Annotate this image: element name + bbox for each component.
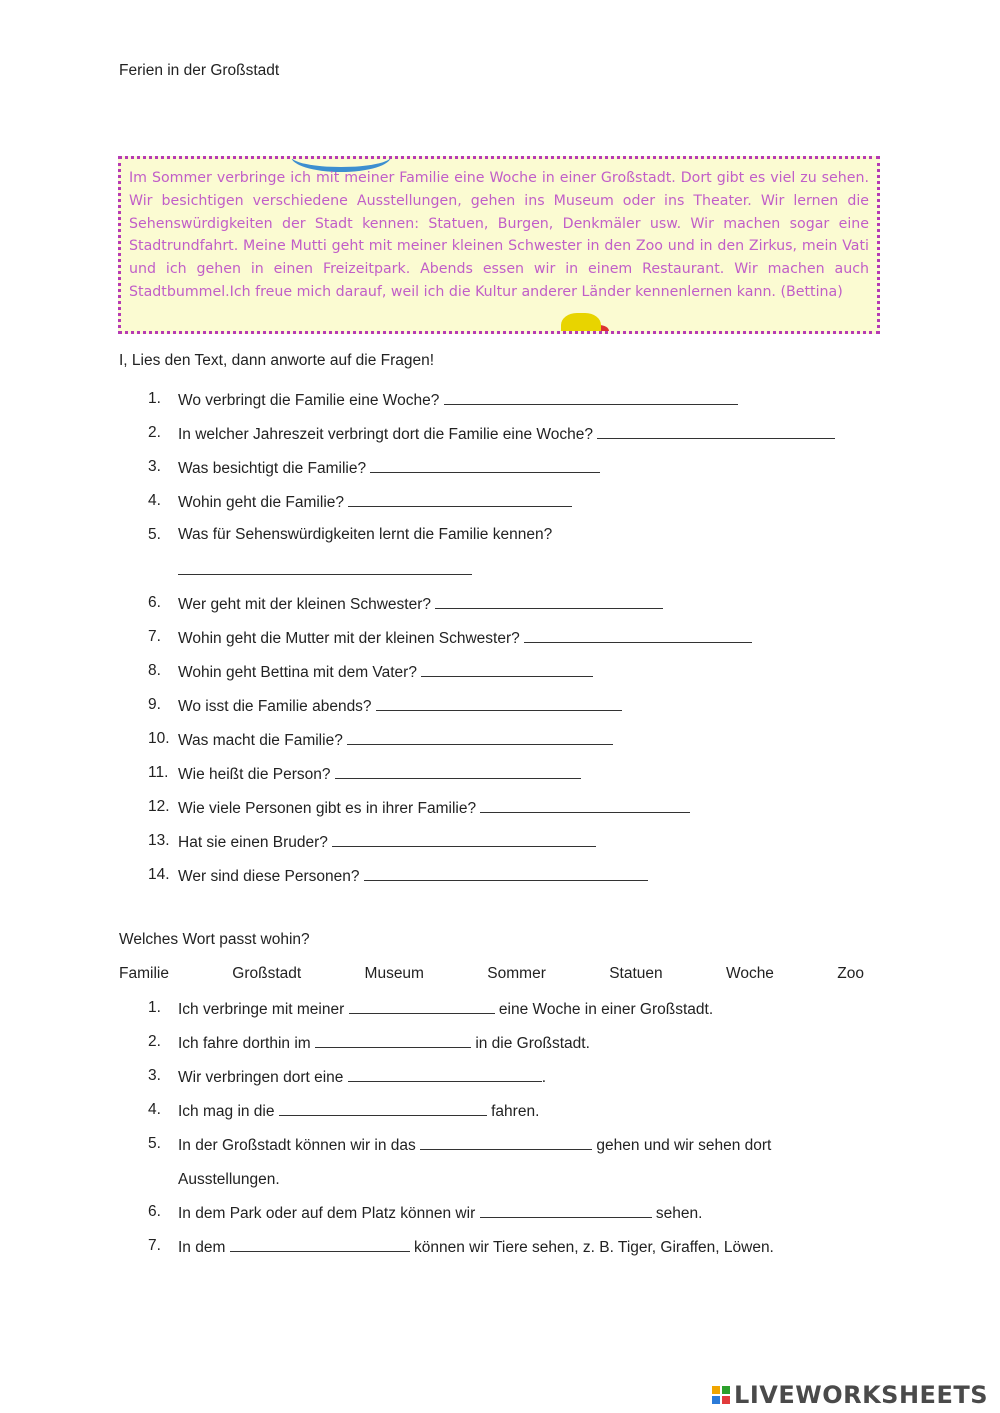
answer-blank[interactable] <box>480 798 690 813</box>
question-item <box>148 696 835 730</box>
reading-passage: Im Sommer verbringe ich mit meiner Familie eine Woche in einer Großstadt. Dort gibt es viel zu sehen. Wir besichtigen verschiedene Ausstellungen, gehen ins Museum oder ins Theater. Wir lernen die Sehenswürdigkeiten der Stadt kennen: Statuen, Burgen, Denkmäler usw. Wir machen sogar eine Stadtrundfahrt. Meine Mutti geht mit meiner kleinen Schwester in den Zoo und in den Zirkus, mein Vati und ich gehen in einen Freizeitpark. Abends essen wir in einem Restaurant. Wir machen auch Stadtbummel.Ich freue mich darauf, weil ich die Kultur anderer Länder kennenlernen kann. (Bettina) <box>129 170 869 300</box>
question-item <box>148 764 835 798</box>
logo-square <box>722 1396 730 1404</box>
answer-blank[interactable] <box>421 662 593 677</box>
sentence-number: 2. <box>148 1033 161 1050</box>
liveworksheets-logo[interactable] <box>712 1381 988 1409</box>
sentence-continuation: Ausstellungen. <box>178 1171 280 1188</box>
answer-blank[interactable] <box>524 628 752 643</box>
question-number: 6. <box>148 594 161 611</box>
sentence-end: eine Woche in einer Großstadt. <box>498 1001 714 1018</box>
word-bank-item: Sommer <box>487 965 546 982</box>
fill-in-item <box>148 1237 774 1271</box>
word-bank-item: Statuen <box>609 965 663 982</box>
logo-mark-icon <box>712 1386 730 1404</box>
question-number: 8. <box>148 662 161 679</box>
question-number: 11. <box>148 764 169 781</box>
answer-blank[interactable] <box>178 560 472 575</box>
question-item <box>148 492 835 526</box>
question-item <box>148 662 835 696</box>
sentence-start: Ich verbringe mit meiner <box>178 1001 345 1018</box>
question-number: 1. <box>148 390 161 407</box>
fill-in-item <box>148 1203 774 1237</box>
fill-in-item <box>148 999 774 1033</box>
sentence-number: 3. <box>148 1067 161 1084</box>
sentence-start: Wir verbringen dort eine <box>178 1069 344 1086</box>
logo-text: LIVEWORKSHEETS <box>734 1381 988 1409</box>
question-text: Wer geht mit der kleinen Schwester? <box>178 596 431 613</box>
sentence-end: gehen und wir sehen dort <box>596 1137 772 1154</box>
question-number: 14. <box>148 866 170 883</box>
word-bank-item: Museum <box>364 965 424 982</box>
logo-square <box>712 1396 720 1404</box>
word-bank-item: Zoo <box>837 965 864 982</box>
question-text: Was macht die Familie? <box>178 732 343 749</box>
sentence-start: In der Großstadt können wir in das <box>178 1137 416 1154</box>
sentence-start: In dem <box>178 1239 226 1256</box>
fill-in-blank[interactable] <box>420 1135 592 1150</box>
sentence-number: 7. <box>148 1237 161 1254</box>
section1-heading: I, Lies den Text, dann anworte auf die Fragen! <box>119 352 435 369</box>
word-bank-item: Woche <box>725 965 774 982</box>
sentence-number: 1. <box>148 999 161 1016</box>
word-bank <box>119 965 864 983</box>
sentence-end: fahren. <box>491 1103 540 1120</box>
question-number: 10. <box>148 730 170 747</box>
fill-in-item <box>148 1101 774 1135</box>
answer-blank[interactable] <box>364 866 648 881</box>
question-number: 4. <box>148 492 161 509</box>
question-text: In welcher Jahreszeit verbringt dort die Familie eine Woche? <box>178 426 593 443</box>
question-text: Was für Sehenswürdigkeiten lernt die Familie kennen? <box>178 526 553 543</box>
question-text: Wer sind diese Personen? <box>178 868 360 885</box>
question-text: Wohin geht die Familie? <box>178 494 344 511</box>
answer-blank[interactable] <box>335 764 581 779</box>
answer-blank[interactable] <box>332 832 596 847</box>
word-bank-item: Großstadt <box>232 965 302 982</box>
answer-blank[interactable] <box>348 492 572 507</box>
question-item <box>148 832 835 866</box>
question-item <box>148 390 835 424</box>
logo-square <box>712 1386 720 1394</box>
sentence-end: sehen. <box>655 1205 703 1222</box>
fill-in-blank[interactable] <box>348 1067 542 1082</box>
word-bank-item: Familie <box>119 965 169 982</box>
sentence-number: 5. <box>148 1135 161 1152</box>
sentence-number: 4. <box>148 1101 161 1118</box>
fill-in-item <box>148 1033 774 1067</box>
question-number: 2. <box>148 424 161 441</box>
sentence-end: können wir Tiere sehen, z. B. Tiger, Giraffen, Löwen. <box>414 1239 774 1256</box>
fill-in-item <box>148 1067 774 1101</box>
fill-in-blank[interactable] <box>279 1101 487 1116</box>
reading-text-box <box>118 156 880 334</box>
question-item <box>148 866 835 900</box>
sentence-start: In dem Park oder auf dem Platz können wir <box>178 1205 476 1222</box>
answer-blank[interactable] <box>435 594 663 609</box>
question-text: Wohin geht die Mutter mit der kleinen Schwester? <box>178 630 520 647</box>
fill-in-list <box>148 999 774 1271</box>
question-list <box>148 390 835 900</box>
answer-blank[interactable] <box>347 730 613 745</box>
sentence-start: Ich fahre dorthin im <box>178 1035 311 1052</box>
answer-blank[interactable] <box>376 696 622 711</box>
question-number: 12. <box>148 798 170 815</box>
question-number: 3. <box>148 458 161 475</box>
answer-blank[interactable] <box>597 424 835 439</box>
sentence-start: Ich mag in die <box>178 1103 275 1120</box>
fill-in-blank[interactable] <box>230 1237 410 1252</box>
question-item <box>148 424 835 458</box>
question-text: Wo verbringt die Familie eine Woche? <box>178 392 440 409</box>
question-item <box>148 798 835 832</box>
answer-blank[interactable] <box>444 390 738 405</box>
question-number: 5. <box>148 526 161 543</box>
question-number: 7. <box>148 628 161 645</box>
question-item <box>148 458 835 492</box>
sentence-number: 6. <box>148 1203 161 1220</box>
fill-in-item <box>148 1135 774 1203</box>
answer-blank[interactable] <box>370 458 600 473</box>
question-item <box>148 730 835 764</box>
fill-in-blank[interactable] <box>480 1203 652 1218</box>
question-item <box>148 628 835 662</box>
page-title: Ferien in der Großstadt <box>119 62 280 79</box>
question-item <box>148 526 835 594</box>
question-text: Was besichtigt die Familie? <box>178 460 367 477</box>
decorative-figure <box>561 313 601 334</box>
question-text: Wie viele Personen gibt es in ihrer Familie? <box>178 800 477 817</box>
question-text: Hat sie einen Bruder? <box>178 834 328 851</box>
question-number: 13. <box>148 832 170 849</box>
sentence-end: . <box>541 1069 547 1086</box>
question-item <box>148 594 835 628</box>
fill-in-blank[interactable] <box>349 999 495 1014</box>
question-text: Wo isst die Familie abends? <box>178 698 372 715</box>
question-text: Wie heißt die Person? <box>178 766 331 783</box>
fill-in-blank[interactable] <box>315 1033 471 1048</box>
question-number: 9. <box>148 696 161 713</box>
section2-heading: Welches Wort passt wohin? <box>119 931 310 948</box>
logo-square <box>722 1386 730 1394</box>
question-text: Wohin geht Bettina mit dem Vater? <box>178 664 417 681</box>
sentence-end: in die Großstadt. <box>475 1035 590 1052</box>
